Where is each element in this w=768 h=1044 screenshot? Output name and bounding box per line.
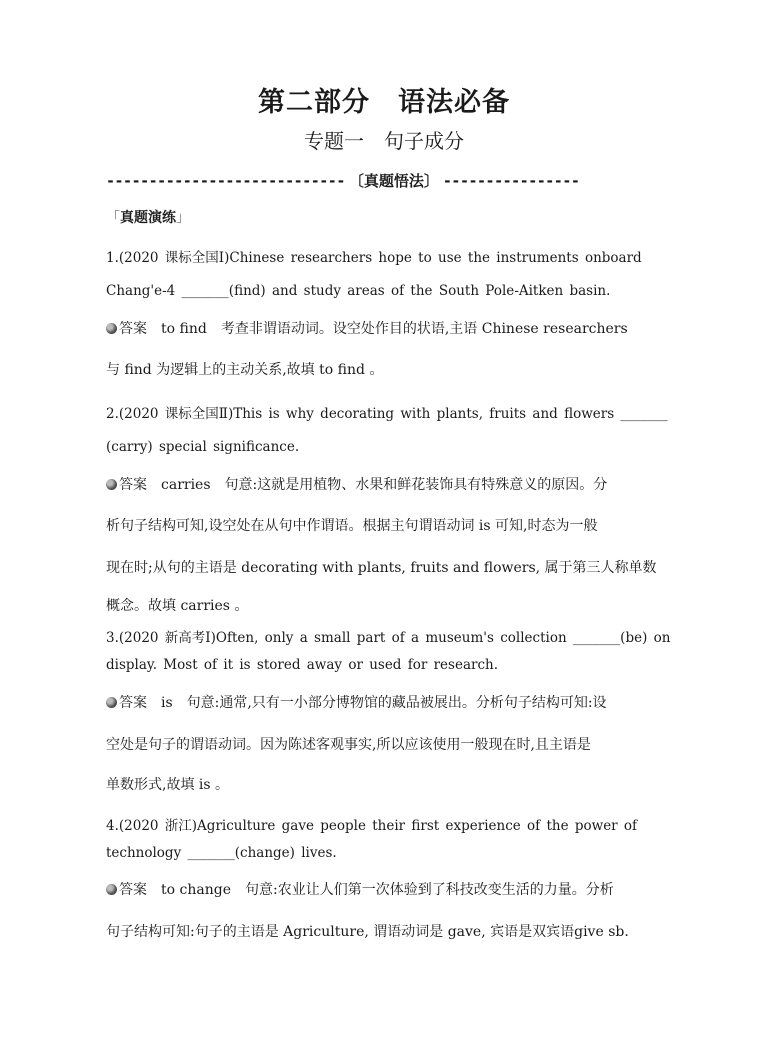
page-subtitle: 专题一 句子成分 — [304, 129, 464, 153]
page-title: 第二部分 语法必备 — [258, 87, 510, 118]
answer-label: 答案 — [119, 477, 147, 493]
section-tag — [106, 207, 190, 227]
answer-bullet-icon — [106, 479, 117, 490]
answer-4-line-2: 句子结构可知:句子的主语是 Agriculture, 谓语动词是 gave, 宾语是双宾语give sb. — [106, 924, 629, 940]
answer-1-line-2: 与 find 为逻辑上的主动关系,故填 to find 。 — [106, 362, 384, 378]
answer-1-line-1 — [106, 318, 628, 338]
answer-explanation: 考查非谓语动词。设空处作目的状语,主语 Chinese researchers — [220, 321, 628, 337]
answer-label: 答案 — [119, 882, 147, 898]
answer-value: to change — [161, 882, 231, 898]
answer-2-line-4: 概念。故填 carries 。 — [106, 598, 249, 614]
answer-explanation: 句意:通常,只有一小部分博物馆的藏品被展出。分析句子结构可知:设 — [186, 695, 607, 711]
question-3-line-1: 3.(2020 新高考Ⅰ)Often, only a small part of a museum's collection _______(be) on — [106, 630, 671, 646]
answer-bullet-icon — [106, 884, 117, 895]
divider-dashes-right: ---------------- — [442, 171, 580, 190]
answer-explanation: 句意:农业让人们第一次体验到了科技改变生活的力量。分析 — [244, 882, 614, 898]
divider-dashes-left: ---------------------------- — [106, 171, 345, 190]
answer-label: 答案 — [119, 695, 147, 711]
section-bracket-right: 」 — [176, 210, 190, 226]
answer-value: carries — [161, 477, 211, 493]
divider-label: 〔真题悟法〕 — [348, 172, 439, 190]
section-divider — [106, 170, 658, 191]
section-bracket-left: 「 — [106, 210, 120, 226]
section-label: 真题演练 — [120, 210, 176, 226]
answer-bullet-icon — [106, 323, 117, 334]
answer-value: to find — [161, 321, 207, 337]
answer-3-line-1 — [106, 692, 607, 712]
question-1-line-2: Chang'e-4 _______(find) and study areas of the South Pole-Aitken basin. — [106, 283, 611, 299]
answer-bullet-icon — [106, 697, 117, 708]
answer-2-line-2: 析句子结构可知,设空处在从句中作谓语。根据主句谓语动词 is 可知,时态为一般 — [106, 518, 598, 534]
question-3-line-2: display. Most of it is stored away or used for research. — [106, 657, 499, 673]
question-2-line-1: 2.(2020 课标全国Ⅱ)This is why decorating with plants, fruits and flowers _______ — [106, 406, 668, 422]
answer-label: 答案 — [119, 321, 147, 337]
answer-4-line-1 — [106, 879, 614, 899]
answer-3-line-3: 单数形式,故填 is 。 — [106, 777, 230, 793]
answer-explanation: 句意:这就是用植物、水果和鲜花装饰具有特殊意义的原因。分 — [224, 477, 608, 493]
question-4-line-2: technology _______(change) lives. — [106, 845, 337, 861]
question-1-line-1: 1.(2020 课标全国Ⅰ)Chinese researchers hope to use the instruments onboard — [106, 250, 642, 266]
answer-2-line-3: 现在时;从句的主语是 decorating with plants, fruits and flowers, 属于第三人称单数 — [106, 560, 657, 576]
question-2-line-2: (carry) special significance. — [106, 439, 300, 455]
answer-value: is — [161, 695, 173, 711]
question-4-line-1: 4.(2020 浙江)Agriculture gave people their first experience of the power of — [106, 818, 638, 834]
answer-3-line-2: 空处是句子的谓语动词。因为陈述客观事实,所以应该使用一般现在时,且主语是 — [106, 737, 591, 753]
answer-2-line-1 — [106, 474, 607, 494]
